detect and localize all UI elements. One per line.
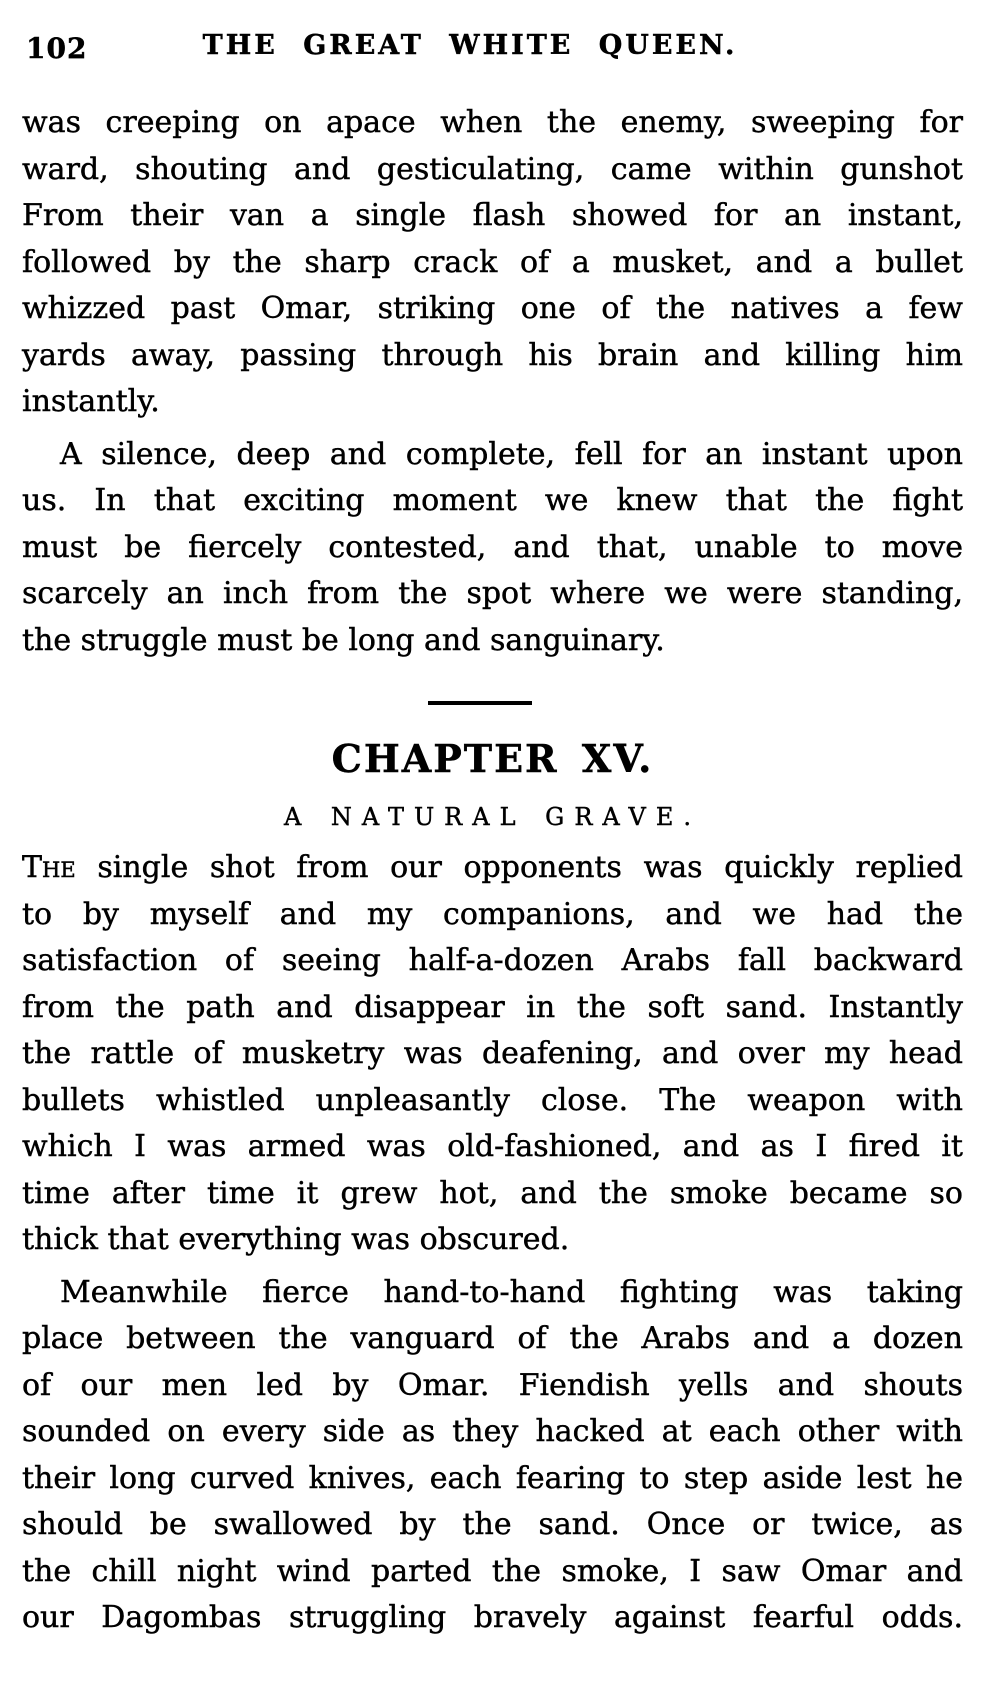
text-line: time after time it grew hot, and the smoke became so [22, 1175, 963, 1211]
text-line: should be swallowed by the sand. Once or twice, as [22, 1507, 963, 1542]
paragraph [22, 432, 963, 665]
text-line: was creeping on apace when the enemy, sweeping for [22, 105, 963, 140]
text-line: instantly. [22, 384, 160, 419]
text-line: must be fiercely contested, and that, unable to move [22, 529, 963, 565]
text-line: followed by the sharp crack of a musket, and a bullet [22, 244, 963, 280]
text-line: thick that everything was obscured. [22, 1222, 570, 1257]
text-line: us. In that exciting moment we knew that the fight [22, 483, 963, 518]
text-line: our Dagombas struggling bravely against fearful odds. [22, 1600, 963, 1635]
text-line: from the path and disappear in the soft sand. Instantly [22, 989, 963, 1025]
text-line: yards away, passing through his brain and killing him [22, 337, 963, 373]
text-line: A silence, deep and complete, fell for an instant upon [60, 436, 963, 472]
paragraph [22, 100, 963, 426]
text-line: satisfaction of seeing half-a-dozen Arabs fall backward [22, 943, 963, 978]
text-line: which I was armed was old-fashioned, and as I fired it [22, 1129, 963, 1164]
text-line: ward, shouting and gesticulating, came within gunshot [22, 151, 963, 187]
paragraph [22, 845, 963, 1264]
chapter-heading: CHAPTER XV. [331, 736, 654, 781]
paragraphs-lower [22, 845, 963, 1642]
text-line: bullets whistled unpleasantly close. The weapon with [22, 1082, 963, 1118]
text-line: sounded on every side as they hacked at each other with [22, 1414, 963, 1449]
page-number: 102 [26, 32, 88, 65]
paragraphs-upper [22, 100, 963, 664]
page-body [22, 100, 963, 1642]
text-line: to by myself and my companions, and we had the [22, 896, 963, 932]
paragraph [22, 1270, 963, 1642]
section-divider [428, 701, 532, 705]
text-line: From their van a single flash showed for an instant, [22, 198, 963, 233]
text-line: Meanwhile fierce hand-to-hand fighting was taking [60, 1274, 963, 1310]
text-line: of our men led by Omar. Fiendish yells and shouts [22, 1367, 963, 1403]
text-line: the struggle must be long and sanguinary. [22, 622, 665, 658]
text-line: place between the vanguard of the Arabs and a dozen [22, 1321, 963, 1356]
chapter-subtitle: A NATURAL GRAVE. [283, 803, 702, 831]
text-line: the chill night wind parted the smoke, I saw Omar and [22, 1553, 963, 1589]
text-line: their long curved knives, each fearing to step aside lest he [22, 1460, 963, 1496]
text-line: the rattle of musketry was deafening, and over my head [22, 1036, 963, 1071]
lead-word: The [22, 850, 76, 885]
text-line: scarcely an inch from the spot where we were standing, [22, 576, 963, 611]
text-line: The single shot from our opponents was quickly replied [22, 850, 963, 885]
text-line: whizzed past Omar, striking one of the natives a few [22, 291, 963, 326]
running-header [0, 30, 1000, 66]
running-title: THE GREAT WHITE QUEEN. [202, 30, 738, 61]
